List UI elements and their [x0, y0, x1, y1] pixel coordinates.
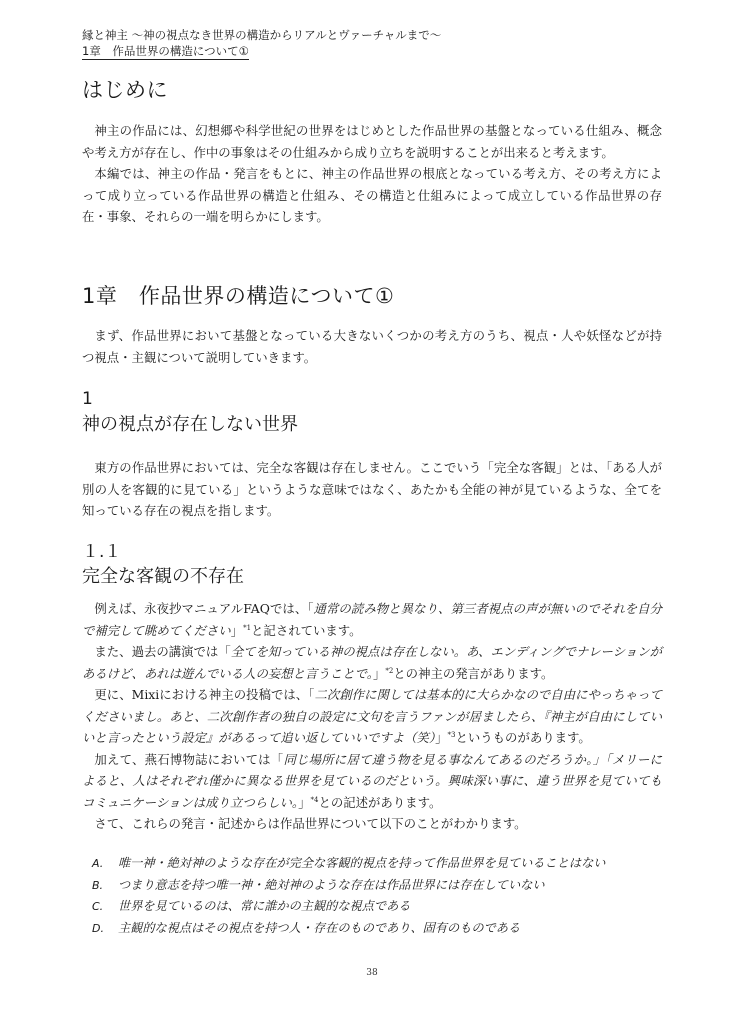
chapter-heading: 1章 作品世界の構造について①	[82, 284, 395, 308]
intro-body	[82, 120, 662, 228]
citation-paragraph-lecture: また、過去の講演では「全てを知っている神の視点は存在しない。あ、エンディングでナレーションがあるけど、あれは遊んでいる人の妄想と言うことで。」$^{*2}$との神主の発言があります。	[82, 644, 662, 681]
list-item-text: 主観的な視点はその視点を持つ人・存在のものであり、固有のものである	[118, 920, 521, 935]
list-item-marker: D.	[92, 921, 104, 935]
list-item-marker: A.	[92, 857, 104, 870]
list-item-text: 世界を見ているのは、常に誰かの主観的な視点である	[118, 899, 411, 913]
page-number: 38	[366, 968, 378, 978]
running-header-title: 縁と神主 〜神の視点なき世界の構造からリアルとヴァーチャルまで〜	[82, 28, 442, 42]
footnote-ref-1: *1	[243, 623, 252, 632]
footnote-ref-4: *4	[310, 795, 319, 804]
section-1-paragraph: 東方の作品世界においては、完全な客観は存在しません。ここでいう「完全な客観」とは、「ある人が別の人を客観的に見ている」というような意味ではなく、あたかも全能の神が見ているような、全てを知っている存在の視点を指します。	[82, 460, 662, 518]
section-1-heading: 神の視点が存在しない世界	[82, 414, 298, 435]
running-header-chapter: 1章 作品世界の構造について①	[82, 44, 249, 58]
list-item-text: つまり意志を持つ唯一神・絶対神のような存在は作品世界には存在していない	[118, 877, 545, 892]
quote-mixi: 二次創作に関しては基本的に大らかなので自由にやっちゃってくださいまし。あと、二次創作者の独自の設定に文句を言うファンが居ましたら、『神主が自由にしていいと言ったという設定』があるって追い返していいですよ（笑）	[82, 687, 662, 745]
section-1-body	[82, 457, 662, 522]
section-1-1-body	[82, 598, 662, 835]
conclusions-list	[82, 853, 682, 939]
citation-paragraph-mixi: 更に、Mixiにおける神主の投稿では、「二次創作に関しては基本的に大らかなので自由にやっちゃってくださいまし。あと、二次創作者の独自の設定に文句を言うファンが居ましたら、『神主が自由にしていいと言ったという設定』があるって追い返していいですよ（笑）」$^{*3}$というものがあります。	[82, 687, 662, 745]
section-1-1-number: １.１	[82, 542, 122, 562]
summary-lead-paragraph: さて、これらの発言・記述からは作品世界について以下のことがわかります。	[94, 816, 527, 831]
list-item-marker: C.	[92, 900, 104, 913]
list-item	[82, 875, 682, 897]
list-item	[82, 896, 682, 918]
intro-paragraph-1: 神主の作品には、幻想郷や科学世紀の世界をはじめとした作品世界の基盤となっている仕組み、概念や考え方が存在し、作中の事象はその仕組みから成り立ちを説明することが出来ると考えます。	[82, 123, 662, 160]
quote-lecture: 全てを知っている神の視点は存在しない。あ、エンディングでナレーションがあるけど、あれは遊んでいる人の妄想と言うことで。	[82, 644, 662, 681]
section-1-number: 1	[82, 389, 93, 409]
footnote-ref-2: *2	[385, 666, 394, 675]
chapter-intro-body	[82, 325, 662, 368]
chapter-intro-paragraph: まず、作品世界において基盤となっている大きないくつかの考え方のうち、視点・人や妖怪などが持つ視点・主観について説明していきます。	[82, 328, 662, 365]
list-item	[82, 853, 682, 875]
running-header	[82, 27, 441, 60]
citation-paragraph-ensekihakubutsushi: 加えて、燕石博物誌においては「同じ場所に居て違う物を見る事なんてあるのだろうか。」「メリーによると、人はそれぞれ僅かに異なる世界を見ているのだという。興味深い事に、違う世界を見ていてもコミュニケーションは成り立つらしい。」$^{*4}$との記述があります。	[82, 751, 662, 810]
section-1-1-heading: 完全な客観の不存在	[82, 566, 244, 587]
intro-paragraph-2: 本編では、神主の作品・発言をもとに、神主の作品世界の根底となっている考え方、その考え方によって成り立っている作品世界の構造と仕組み、その構造と仕組みによって成立している作品世界の存在・事象、それらの一端を明らかにします。	[82, 166, 662, 224]
quote-ensekihakubutsushi: 同じ場所に居て違う物を見る事なんてあるのだろうか。」「メリーによると、人はそれぞれ僅かに異なる世界を見ているのだという。興味深い事に、違う世界を見ていてもコミュニケーションは成り立つらしい。	[82, 751, 662, 810]
quote-faq: 通常の読み物と異なり、第三者視点の声が無いのでそれを自分で補完して眺めてください	[82, 601, 662, 638]
list-item-text: 唯一神・絶対神のような存在が完全な客観的視点を持って作品世界を見ていることはない	[118, 856, 606, 870]
footnote-ref-3: *3	[447, 730, 456, 739]
intro-heading: はじめに	[82, 78, 168, 102]
list-item	[82, 918, 682, 940]
list-item-marker: B.	[92, 878, 104, 892]
citation-paragraph-faq: 例えば、永夜抄マニュアルFAQでは、「通常の読み物と異なり、第三者視点の声が無いのでそれを自分で補完して眺めてください」$^{*1}$と記されています。	[82, 601, 662, 638]
